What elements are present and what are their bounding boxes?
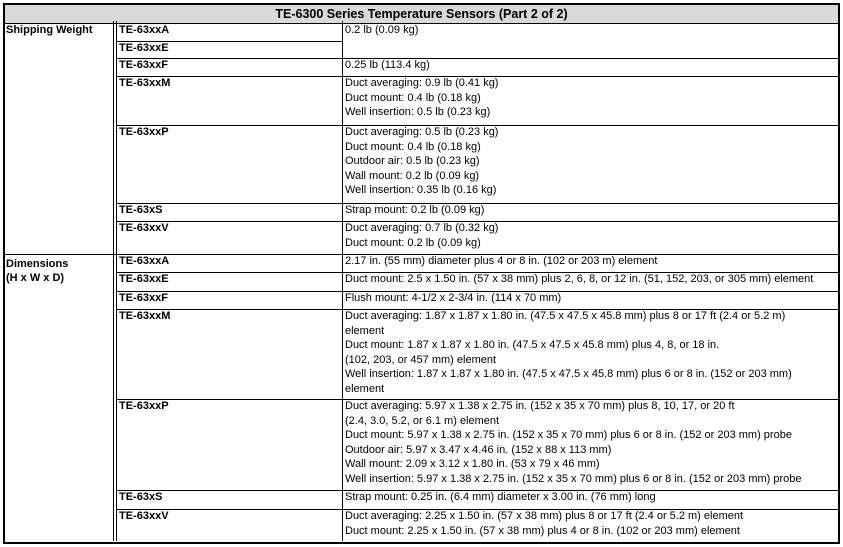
shipping-value-3-0: Duct averaging: 0.9 lb (0.41 kg)	[345, 77, 499, 89]
dimensions-value-0-0: 2.17 in. (55 mm) diameter plus 4 or 8 in. (102 or 203 m) element	[345, 255, 658, 267]
dimensions-value-4-5: Well insertion: 5.97 x 1.38 x 2.75 in. (152 x 35 x 70 mm) plus 6 or 8 in. (152 or 203 mm) probe	[345, 472, 802, 485]
shipping-value-2-0: 0.25 lb (113.4 kg)	[345, 59, 430, 71]
shipping-value-4-0: Duct averaging: 0.5 lb (0.23 kg)	[345, 126, 499, 138]
shipping-value-3-1: Duct mount: 0.4 lb (0.18 kg)	[345, 91, 481, 104]
shipping-value-4-1: Duct mount: 0.4 lb (0.18 kg)	[345, 140, 481, 153]
shipping-model-1: TE-63xxE	[119, 42, 169, 54]
shipping-value-4-4: Well insertion: 0.35 lb (0.16 kg)	[345, 184, 497, 196]
dimensions-value-4-3: Outdoor air: 5.97 x 3.47 x 4.46 in. (152 x 88 x 113 mm)	[345, 443, 612, 456]
dimensions-value-4-2: Duct mount: 5.97 x 1.38 x 2.75 in. (152 x 35 x 70 mm) plus 6 or 8 in. (152 or 203 mm) probe	[345, 429, 792, 441]
shipping-model-6: TE-63xxV	[119, 222, 169, 234]
dimensions-value-3-2: Duct mount: 1.87 x 1.87 x 1.80 in. (47.5 x 47.5 x 45.8 mm) plus 4, 8, or 18 in.	[345, 339, 720, 351]
shipping-value-3-2: Well insertion: 0.5 lb (0.23 kg)	[345, 106, 491, 118]
shipping-model-0: TE-63xxA	[119, 24, 170, 36]
dimensions-model-3: TE-63xxM	[119, 310, 171, 322]
dimensions-model-6: TE-63xxV	[119, 510, 169, 522]
dimensions-model-0: TE-63xxA	[119, 255, 170, 267]
dimensions-model-2: TE-63xxF	[119, 292, 168, 304]
shipping-model-3: TE-63xxM	[119, 77, 171, 89]
shipping-value-4-2: Outdoor air: 0.5 lb (0.23 kg)	[345, 155, 480, 167]
dimensions-value-4-0: Duct averaging: 5.97 x 1.38 x 2.75 in. (152 x 35 x 70 mm) plus 8, 10, 17, or 20 ft	[345, 400, 735, 412]
shipping-value-6-0: Duct averaging: 0.7 lb (0.32 kg)	[345, 222, 499, 234]
dimensions-label-unit: (H x W x D)	[6, 272, 65, 284]
dimensions-model-5: TE-63xS	[119, 491, 163, 503]
dimensions-value-2-0: Flush mount: 4-1/2 x 2-3/4 in. (114 x 70 mm)	[345, 292, 562, 304]
dimensions-model-1: TE-63xxE	[119, 273, 169, 285]
dimensions-value-4-1: (2.4, 3.0, 5.2, or 6.1 m) element	[345, 414, 500, 427]
dimensions-value-3-4: Well insertion: 1.87 x 1.87 x 1.80 in. (47.5 x 47.5 x 45.8 mm) plus 6 or 8 in. (152 or 203 mm)	[345, 368, 792, 380]
shipping-model-4: TE-63xxP	[119, 126, 169, 138]
dimensions-value-3-1: element	[345, 324, 385, 337]
dimensions-value-3-5: element	[345, 382, 385, 395]
dimensions-value-3-0: Duct averaging: 1.87 x 1.87 x 1.80 in. (47.5 x 47.5 x 45.8 mm) plus 8 or 17 ft (2.4 or 5.2 m)	[345, 310, 786, 322]
dimensions-value-3-3: (102, 203, or 457 mm) element	[345, 353, 497, 366]
shipping-value-6-1: Duct mount: 0.2 lb (0.09 kg)	[345, 236, 481, 249]
dimensions-value-1-0: Duct mount: 2.5 x 1.50 in. (57 x 38 mm) plus 2, 6, 8, or 12 in. (51, 152, 203, or 305 mm) element	[345, 273, 814, 285]
table-title: TE-6300 Series Temperature Sensors (Part 2 of 2)	[5, 5, 838, 24]
dimensions-model-4: TE-63xxP	[119, 400, 169, 412]
shipping-model-5: TE-63xS	[119, 204, 163, 216]
shipping-weight-label: Shipping Weight	[6, 24, 93, 36]
dimensions-value-6-0: Duct averaging: 2.25 x 1.50 in. (57 x 38 mm) plus 8 or 17 ft (2.4 or 5.2 m) element	[345, 510, 744, 522]
spec-table	[3, 3, 840, 544]
dimensions-value-5-0: Strap mount: 0.25 in. (6.4 mm) diameter x 3.00 in. (76 mm) long	[345, 491, 656, 503]
shipping-value-5-0: Strap mount: 0.2 lb (0.09 kg)	[345, 204, 485, 216]
dimensions-value-4-4: Wall mount: 2.09 x 3.12 x 1.80 in. (53 x 79 x 46 mm)	[345, 458, 600, 470]
shipping-value-0-0: 0.2 lb (0.09 kg)	[345, 24, 419, 36]
dimensions-label: Dimensions	[6, 258, 69, 270]
shipping-value-4-3: Wall mount: 0.2 lb (0.09 kg)	[345, 169, 480, 182]
dimensions-value-6-1: Duct mount: 2.25 x 1.50 in. (57 x 38 mm) plus 4 or 8 in. (102 or 203 mm) element	[345, 524, 740, 537]
shipping-model-2: TE-63xxF	[119, 59, 168, 71]
